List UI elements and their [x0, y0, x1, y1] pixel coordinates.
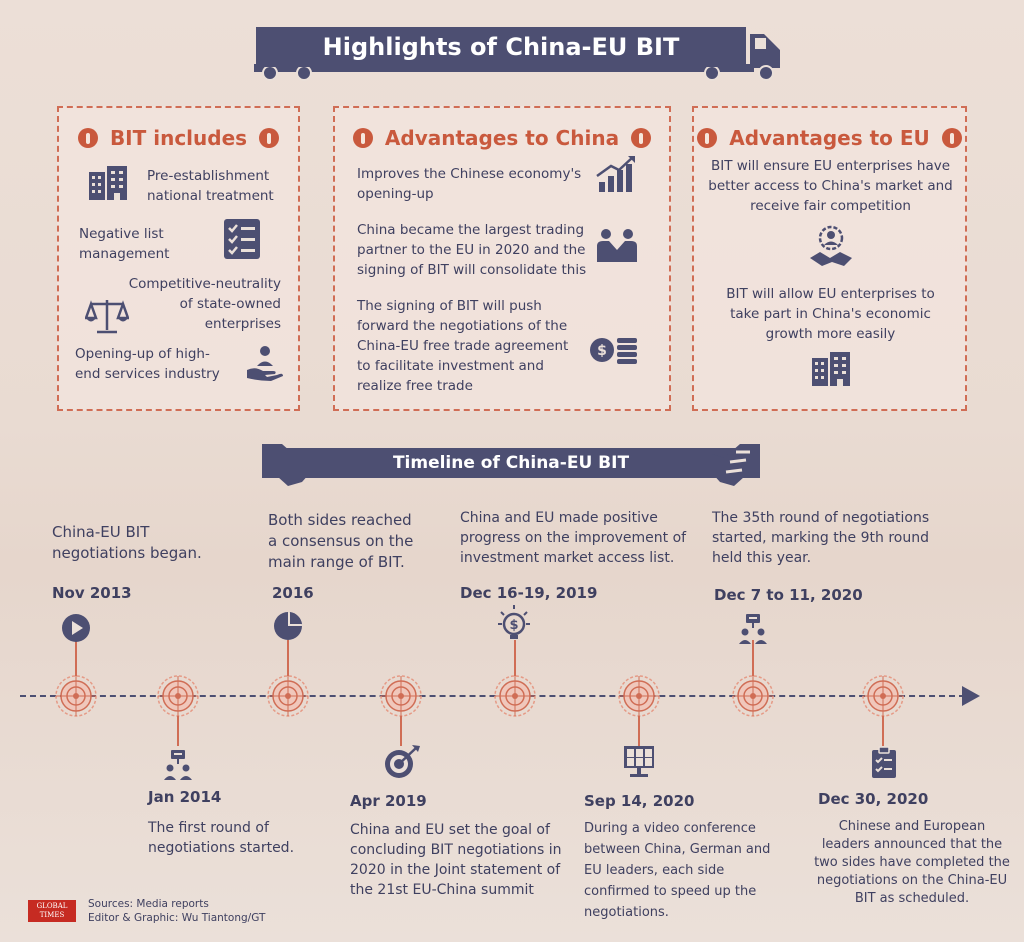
sources-text: Sources: Media reports: [88, 898, 209, 910]
timeline-stem: [514, 640, 516, 676]
event-date: 2016: [272, 584, 314, 602]
timeline-stem: [400, 716, 402, 746]
pill-icon: [697, 128, 717, 148]
idea-dollar-icon: [497, 604, 531, 640]
china-item-2: China became the largest trading partner to the EU in 2020 and the signing of BIT will consolidate this: [357, 222, 587, 278]
svg-text:$: $: [509, 618, 519, 633]
timeline-node: [156, 674, 200, 718]
pill-icon: [78, 128, 98, 148]
pie-chart-icon: [272, 610, 304, 642]
target-icon: [382, 744, 422, 780]
timeline-node: [617, 674, 661, 718]
timeline-node: [731, 674, 775, 718]
timeline-stem: [882, 716, 884, 746]
event-text: The 35th round of negotiations started, marking the 9th round held this year.: [712, 510, 930, 566]
bit-item-2: Negative list management: [79, 226, 170, 262]
event-date: Dec 16-19, 2019: [460, 584, 598, 602]
timeline-title: Timeline of China-EU BIT: [262, 448, 760, 478]
panel-title: Advantages to EU: [729, 126, 930, 150]
svg-text:$: $: [597, 343, 607, 359]
panel-title: BIT includes: [109, 126, 248, 150]
event-text: China and EU made positive progress on the improvement of investment market access list.: [460, 510, 687, 566]
team-handshake-icon: [808, 224, 854, 268]
pill-icon: [353, 128, 373, 148]
timeline-stem: [638, 716, 640, 746]
timeline-stem: [177, 716, 179, 746]
handshake-people-icon: [595, 228, 639, 264]
timeline-node: [54, 674, 98, 718]
panel-bit-includes: [57, 106, 300, 411]
handshake-icon: [700, 438, 764, 492]
event-text: China-EU BIT negotiations began.: [52, 523, 202, 562]
footer-credits: [88, 897, 265, 925]
timeline-node: [493, 674, 537, 718]
meeting-icon: [163, 748, 193, 782]
service-hand-icon: [245, 344, 285, 382]
bit-item-1: Pre-establishment national treatment: [147, 168, 274, 204]
event-text: The first round of negotiations started.: [148, 820, 295, 856]
china-item-1: Improves the Chinese economy's opening-up: [357, 166, 582, 202]
event-date: Apr 2019: [350, 792, 427, 810]
event-date: Jan 2014: [148, 788, 222, 806]
timeline-stem: [75, 640, 77, 676]
timeline-node: [379, 674, 423, 718]
pill-icon: [631, 128, 651, 148]
panel-advantages-eu: [692, 106, 967, 411]
event-date: Sep 14, 2020: [584, 792, 695, 810]
pill-icon: [942, 128, 962, 148]
clipboard-icon: [870, 746, 898, 780]
bit-item-4: Opening-up of high-end services industry: [75, 346, 220, 382]
event-date: Dec 7 to 11, 2020: [714, 586, 863, 604]
building-icon: [810, 352, 852, 388]
china-item-3: The signing of BIT will push forward the negotiations of the China-EU free trade agreement to facilitate investment and realize free trade: [357, 298, 569, 394]
bit-item-3: Competitive-neutrality of state-owned enterprises: [128, 276, 281, 332]
coins-icon: [589, 332, 641, 366]
event-date: Dec 30, 2020: [818, 790, 929, 808]
eu-item-1: BIT will ensure EU enterprises have better access to China's market and receive fair competition: [708, 158, 953, 214]
event-text: During a video conference between China, German and EU leaders, each side confirmed to speed up the negotiations.: [584, 821, 771, 920]
event-date: Nov 2013: [52, 584, 132, 602]
timeline-node: [861, 674, 905, 718]
pill-icon: [259, 128, 279, 148]
building-icon: [87, 166, 129, 202]
timeline-stem: [287, 640, 289, 676]
checklist-icon: [222, 217, 262, 261]
play-icon: [60, 612, 92, 644]
timeline-node: [266, 674, 310, 718]
panel-title: Advantages to China: [384, 126, 620, 150]
growth-chart-icon: [595, 154, 639, 194]
global-times-logo: GLOBAL TIMES: [28, 900, 76, 922]
meeting-icon: [738, 612, 768, 646]
page-title: Highlights of China-EU BIT: [256, 27, 746, 67]
credit-text: Editor & Graphic: Wu Tiantong/GT: [88, 912, 266, 924]
event-text: Both sides reached a consensus on the main range of BIT.: [268, 511, 414, 571]
arrow-right-icon: [962, 686, 980, 706]
panel-advantages-china: [333, 106, 671, 411]
video-conference-icon: [622, 744, 656, 780]
event-text: China and EU set the goal of concluding BIT negotiations in 2020 in the Joint statement of the 21st EU-China summit: [350, 822, 562, 898]
eu-item-2: BIT will allow EU enterprises to take part in China's economic growth more easily: [726, 286, 935, 342]
event-text: Chinese and European leaders announced that the two sides have completed the negotiations on the China-EU BIT as scheduled.: [814, 819, 1010, 906]
